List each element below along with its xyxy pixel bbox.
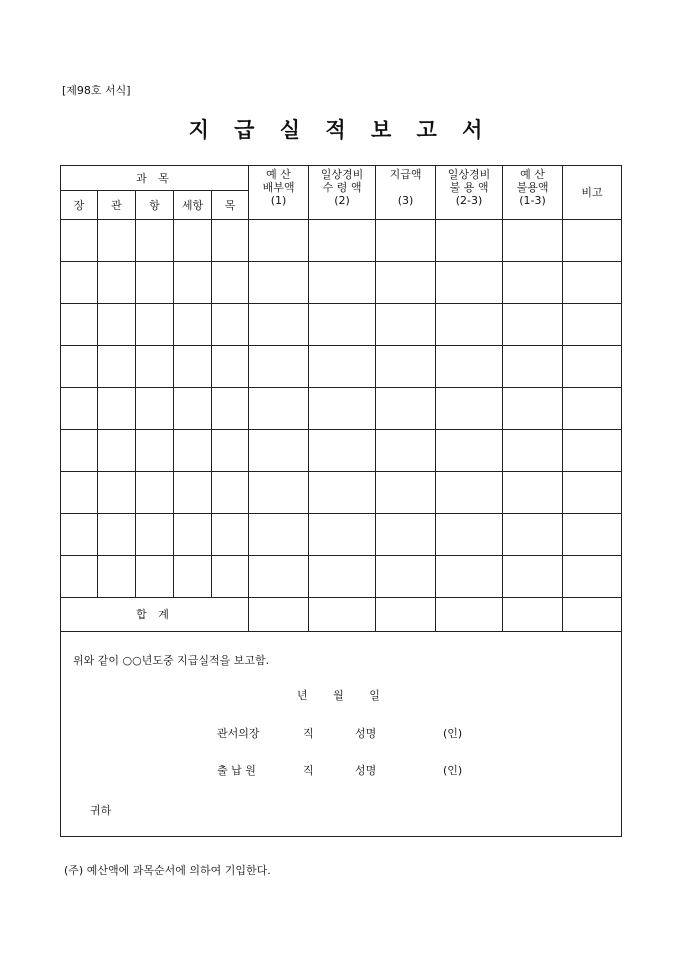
table-cell[interactable] — [174, 388, 212, 430]
table-cell[interactable] — [136, 388, 174, 430]
table-row — [61, 430, 622, 472]
table-cell[interactable] — [309, 514, 376, 556]
table-cell[interactable] — [212, 514, 249, 556]
col-line: (3) — [397, 194, 414, 207]
col-line: 배부액 — [262, 181, 295, 194]
signature-seal: (인) — [443, 727, 463, 740]
table-cell[interactable] — [98, 430, 136, 472]
table-cell[interactable] — [309, 346, 376, 388]
form-number: [제98호 서식] — [62, 84, 131, 97]
table-cell[interactable] — [376, 346, 436, 388]
table-cell[interactable] — [563, 556, 622, 598]
table-cell[interactable] — [503, 346, 563, 388]
table-cell[interactable] — [436, 556, 503, 598]
table-cell[interactable] — [563, 220, 622, 262]
table-cell[interactable] — [136, 346, 174, 388]
table-cell[interactable] — [376, 556, 436, 598]
col-line: (1-3) — [519, 194, 546, 207]
table-cell[interactable] — [376, 304, 436, 346]
table-cell[interactable] — [249, 304, 309, 346]
signature-name-label: 성명 — [355, 727, 377, 740]
table-cell[interactable] — [98, 472, 136, 514]
table-cell[interactable] — [174, 472, 212, 514]
table-cell[interactable] — [61, 388, 98, 430]
table-cell[interactable] — [436, 346, 503, 388]
col-remarks: 비고 — [563, 166, 622, 220]
col-gwan: 관 — [98, 191, 136, 220]
table-cell[interactable] — [376, 388, 436, 430]
table-cell[interactable] — [376, 262, 436, 304]
col-line: 일상경비 — [447, 168, 491, 181]
table-cell[interactable] — [563, 598, 622, 632]
table-cell[interactable] — [136, 472, 174, 514]
table-cell[interactable] — [503, 220, 563, 262]
table-cell[interactable] — [61, 220, 98, 262]
col-mok: 목 — [212, 191, 249, 220]
table-cell[interactable] — [98, 304, 136, 346]
report-statement: 위와 같이 ○○년도중 지급실적을 보고함. — [73, 654, 270, 667]
report-table — [60, 165, 622, 837]
table-cell[interactable] — [309, 598, 376, 632]
table-cell[interactable] — [136, 220, 174, 262]
col-line: 예 산 — [520, 168, 545, 181]
table-cell[interactable] — [376, 220, 436, 262]
table-cell[interactable] — [436, 430, 503, 472]
subject-header: 과 목 — [61, 166, 249, 191]
table-cell[interactable] — [376, 514, 436, 556]
signature-position: 직 — [303, 727, 314, 740]
table-row — [61, 304, 622, 346]
table-cell[interactable] — [436, 388, 503, 430]
table-row — [61, 262, 622, 304]
signature-seal: (인) — [443, 764, 463, 777]
table-cell[interactable] — [309, 472, 376, 514]
table-cell[interactable] — [136, 514, 174, 556]
col-line: 일상경비 — [320, 168, 364, 181]
table-cell[interactable] — [376, 472, 436, 514]
col-line: 수 령 액 — [322, 181, 362, 194]
table-cell[interactable] — [436, 598, 503, 632]
table-cell[interactable] — [98, 388, 136, 430]
footnote: (주) 예산액에 과목순서에 의하여 기입한다. — [64, 864, 271, 877]
table-cell[interactable] — [212, 388, 249, 430]
table-cell[interactable] — [212, 220, 249, 262]
total-label: 합 계 — [61, 598, 249, 632]
table-cell[interactable] — [249, 556, 309, 598]
col-line: (2-3) — [455, 194, 483, 207]
table-cell[interactable] — [563, 304, 622, 346]
col-line: 예 산 — [266, 168, 291, 181]
col-budget-allocated — [249, 166, 309, 220]
table-row — [61, 388, 622, 430]
table-cell[interactable] — [563, 262, 622, 304]
col-line: (1) — [270, 194, 287, 207]
col-sehang: 세항 — [174, 191, 212, 220]
table-cell[interactable] — [174, 346, 212, 388]
table-cell[interactable] — [98, 346, 136, 388]
table-cell[interactable] — [503, 514, 563, 556]
table-cell[interactable] — [503, 304, 563, 346]
table-cell[interactable] — [61, 346, 98, 388]
table-cell[interactable] — [212, 262, 249, 304]
table-cell[interactable] — [249, 430, 309, 472]
total-row — [61, 598, 622, 632]
table-cell[interactable] — [136, 262, 174, 304]
table-cell[interactable] — [309, 220, 376, 262]
table-cell[interactable] — [61, 262, 98, 304]
table-cell[interactable] — [98, 220, 136, 262]
table-row — [61, 346, 622, 388]
table-cell[interactable] — [98, 556, 136, 598]
col-budget-unused — [503, 166, 563, 220]
table-cell[interactable] — [136, 430, 174, 472]
table-cell[interactable] — [309, 388, 376, 430]
document-title: 지 급 실 적 보 고 서 — [188, 117, 492, 142]
table-cell[interactable] — [376, 598, 436, 632]
table-cell[interactable] — [174, 304, 212, 346]
table-row — [61, 556, 622, 598]
table-cell[interactable] — [61, 304, 98, 346]
table-cell[interactable] — [309, 304, 376, 346]
table-cell[interactable] — [249, 472, 309, 514]
table-cell[interactable] — [249, 220, 309, 262]
table-cell[interactable] — [309, 556, 376, 598]
table-cell[interactable] — [212, 472, 249, 514]
table-cell[interactable] — [503, 430, 563, 472]
signature-role: 출 납 원 — [217, 764, 256, 777]
table-cell[interactable] — [563, 346, 622, 388]
table-cell[interactable] — [61, 472, 98, 514]
col-paid-amount — [376, 166, 436, 220]
table-cell[interactable] — [249, 262, 309, 304]
col-hang: 항 — [136, 191, 174, 220]
col-expense-unused — [436, 166, 503, 220]
table-cell[interactable] — [174, 262, 212, 304]
signature-role: 관서의장 — [217, 727, 260, 740]
recipient: 귀하 — [90, 804, 112, 817]
table-cell[interactable] — [174, 514, 212, 556]
table-cell[interactable] — [98, 514, 136, 556]
table-cell[interactable] — [61, 556, 98, 598]
table-cell[interactable] — [503, 262, 563, 304]
col-jang: 장 — [61, 191, 98, 220]
table-cell[interactable] — [309, 262, 376, 304]
table-cell[interactable] — [136, 556, 174, 598]
table-row — [61, 220, 622, 262]
table-row — [61, 514, 622, 556]
signature-name-label: 성명 — [355, 764, 377, 777]
header-row — [61, 166, 622, 191]
table-cell[interactable] — [436, 514, 503, 556]
table-row — [61, 472, 622, 514]
table-cell[interactable] — [61, 430, 98, 472]
table-cell[interactable] — [563, 430, 622, 472]
table-cell[interactable] — [309, 430, 376, 472]
table-cell[interactable] — [249, 388, 309, 430]
table-cell[interactable] — [436, 304, 503, 346]
table-cell[interactable] — [212, 430, 249, 472]
table-cell[interactable] — [376, 430, 436, 472]
table-cell[interactable] — [503, 388, 563, 430]
date-line: 년 월 일 — [297, 689, 380, 702]
col-expense-received — [309, 166, 376, 220]
table-cell[interactable] — [98, 262, 136, 304]
table-cell[interactable] — [249, 598, 309, 632]
table-cell[interactable] — [503, 472, 563, 514]
col-line: 불용액 — [516, 181, 549, 194]
table-cell[interactable] — [563, 472, 622, 514]
table-cell[interactable] — [503, 556, 563, 598]
table-cell[interactable] — [503, 598, 563, 632]
table-cell[interactable] — [61, 514, 98, 556]
table-cell[interactable] — [174, 220, 212, 262]
table-cell[interactable] — [436, 472, 503, 514]
col-line: 불 용 액 — [449, 181, 489, 194]
table-cell[interactable] — [174, 430, 212, 472]
col-line: (2) — [334, 194, 350, 207]
col-line: 지급액 — [389, 168, 422, 181]
table-cell[interactable] — [563, 514, 622, 556]
table-cell[interactable] — [249, 346, 309, 388]
table-cell[interactable] — [212, 346, 249, 388]
footer-section — [61, 632, 622, 837]
table-cell[interactable] — [174, 556, 212, 598]
signature-position: 직 — [303, 764, 314, 777]
table-cell[interactable] — [249, 514, 309, 556]
table-cell[interactable] — [212, 304, 249, 346]
table-cell[interactable] — [436, 262, 503, 304]
col-line — [376, 181, 435, 194]
table-cell[interactable] — [212, 556, 249, 598]
table-cell[interactable] — [436, 220, 503, 262]
table-cell[interactable] — [136, 304, 174, 346]
table-cell[interactable] — [563, 388, 622, 430]
